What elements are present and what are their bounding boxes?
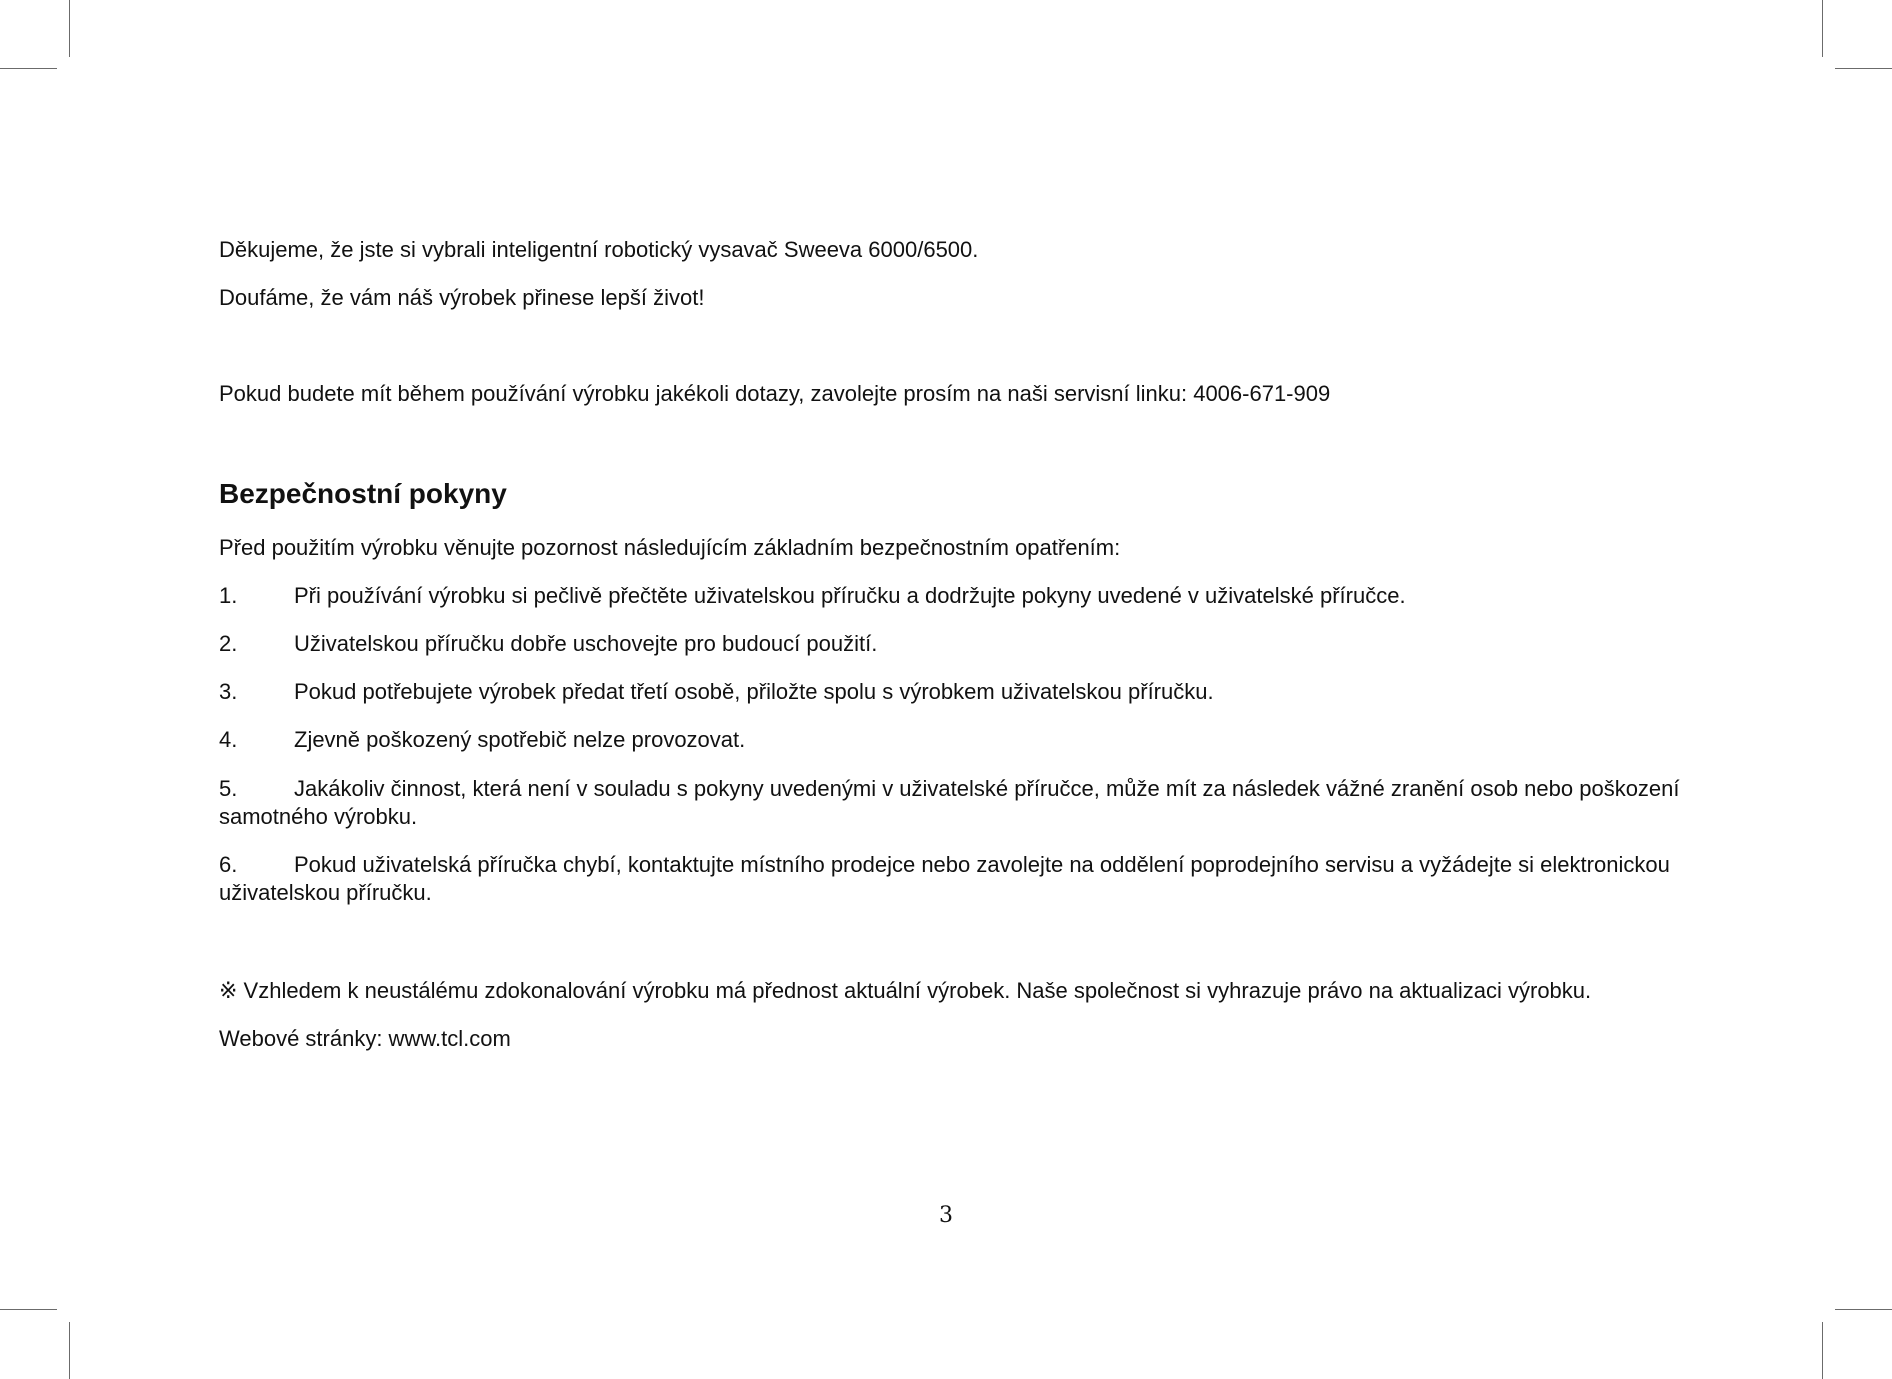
crop-mark-top-left-horizontal xyxy=(0,68,57,69)
safety-item xyxy=(219,775,1689,831)
website-note: Webové stránky: www.tcl.com xyxy=(219,1026,511,1051)
safety-item xyxy=(219,678,1689,706)
page-number: 3 xyxy=(939,1203,953,1228)
crop-mark-bottom-right-vertical xyxy=(1822,1322,1823,1379)
improvement-note: ※ Vzhledem k neustálému zdokonalování výrobku má přednost aktuální výrobek. Naše společnost si vyhrazuje právo na aktualizaci výrobku. xyxy=(219,978,1592,1003)
safety-item xyxy=(219,851,1689,907)
intro-thanks: Děkujeme, že jste si vybrali inteligentní robotický vysavač Sweeva 6000/6500. xyxy=(219,237,979,262)
crop-mark-top-right-horizontal xyxy=(1835,68,1892,69)
crop-mark-bottom-left-vertical xyxy=(69,1322,70,1379)
safety-item-number: 4. xyxy=(219,727,238,752)
safety-item-text: Jakákoliv činnost, která není v souladu s pokyny uvedenými v uživatelské příručce, může mít za následek vážné zranění osob nebo poškození samotného výrobku. xyxy=(219,776,1680,829)
intro-contact: Pokud budete mít během používání výrobku jakékoli dotazy, zavolejte prosím na naši servisní linku: 4006-671-909 xyxy=(219,381,1331,406)
safety-lead: Před použitím výrobku věnujte pozornost následujícím základním bezpečnostním opatřením: xyxy=(219,535,1121,560)
safety-item-number: 5. xyxy=(219,776,238,801)
safety-item-number: 3. xyxy=(219,679,238,704)
crop-mark-bottom-left-horizontal xyxy=(0,1309,57,1310)
safety-item-number: 2. xyxy=(219,631,238,656)
safety-item-text: Pokud uživatelská příručka chybí, kontaktujte místního prodejce nebo zavolejte na oddělení poprodejního servisu a vyžádejte si elektronickou uživatelskou příručku. xyxy=(219,852,1670,905)
crop-mark-top-right-vertical xyxy=(1822,0,1823,57)
crop-mark-top-left-vertical xyxy=(69,0,70,57)
safety-item xyxy=(219,726,1689,754)
crop-mark-bottom-right-horizontal xyxy=(1835,1309,1892,1310)
safety-title: Bezpečnostní pokyny xyxy=(219,478,507,509)
safety-item xyxy=(219,582,1689,610)
safety-item-text: Pokud potřebujete výrobek předat třetí osobě, přiložte spolu s výrobkem uživatelskou příručku. xyxy=(294,679,1214,704)
safety-item-number: 6. xyxy=(219,852,238,877)
safety-item-number: 1. xyxy=(219,583,238,608)
safety-item-text: Zjevně poškozený spotřebič nelze provozovat. xyxy=(294,727,746,752)
safety-item-text: Při používání výrobku si pečlivě přečtěte uživatelskou příručku a dodržujte pokyny uvedené v uživatelské příručce. xyxy=(294,583,1406,608)
safety-item xyxy=(219,630,1689,658)
safety-item-text: Uživatelskou příručku dobře uschovejte pro budoucí použití. xyxy=(294,631,878,656)
intro-hope: Doufáme, že vám náš výrobek přinese lepší život! xyxy=(219,285,705,310)
